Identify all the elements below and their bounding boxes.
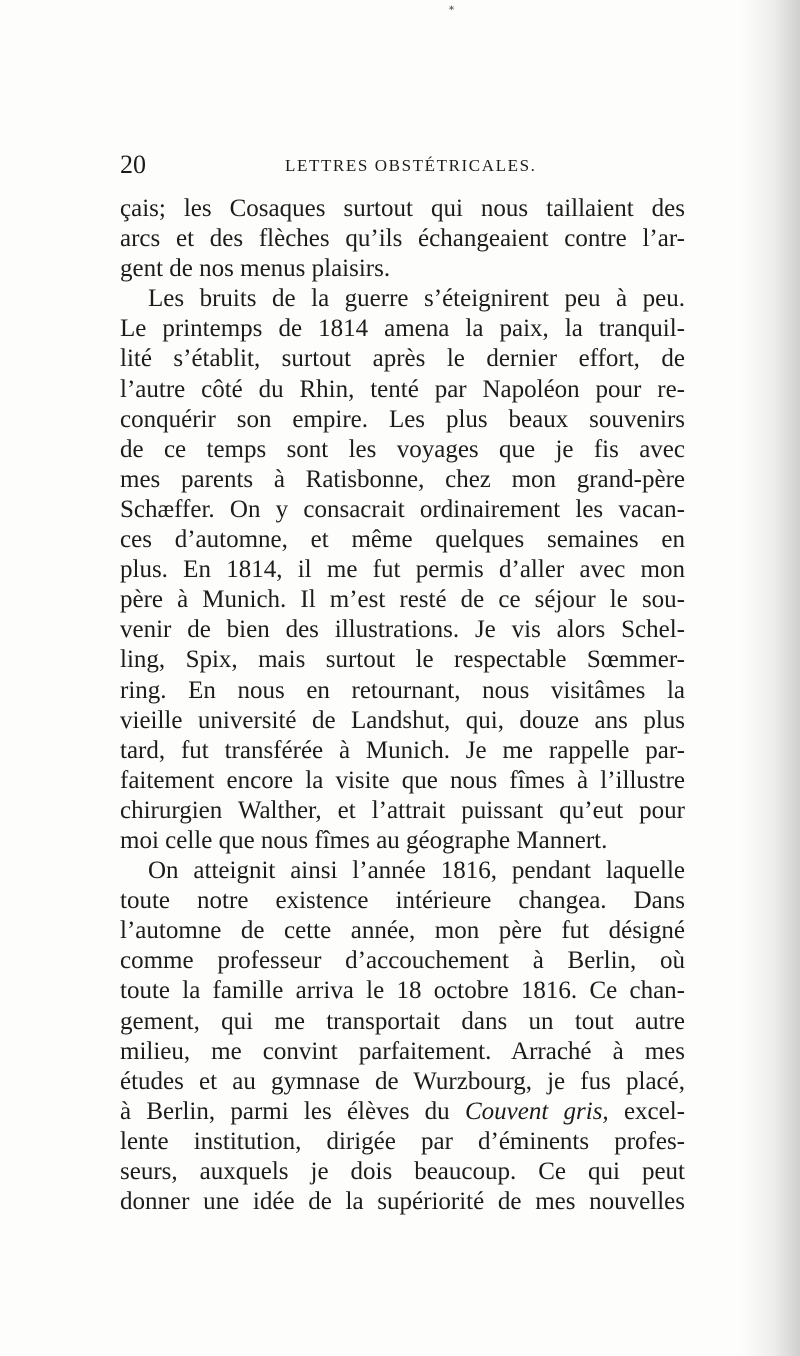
text-line: seurs, auxquels je dois beaucoup. Ce qui peut (120, 1158, 685, 1185)
text-line: vieille université de Landshut, qui, douze ans plus (120, 706, 685, 734)
text-line: l’autre côté du Rhin, tenté par Napoléon pour re- (120, 375, 685, 403)
text-line-with-italic (120, 1097, 685, 1127)
body-text (120, 194, 685, 1217)
text-line: toute notre existence intérieure changea. Dans (120, 887, 685, 915)
text-line: l’automne de cette année, mon père fut désigné (120, 917, 685, 945)
text-line: de ce temps sont les voyages que je fis avec (120, 435, 685, 463)
text-line: tard, fut transférée à Munich. Je me rappelle par- (120, 736, 685, 764)
text-line: donner une idée de la supériorité de mes nouvelles (120, 1188, 685, 1216)
running-head (120, 150, 680, 180)
text-line: toute la famille arriva le 18 octobre 1816. Ce chan- (120, 977, 685, 1005)
text-line: Schæffer. On y consacrait ordinairement les vacan- (120, 495, 685, 523)
page-mark: * (449, 5, 454, 16)
text-line: mes parents à Ratisbonne, chez mon grand-père (120, 465, 685, 493)
text-line: Les bruits de la guerre s’éteignirent peu à peu. (148, 285, 685, 313)
text-line: gent de nos menus plaisirs. (120, 255, 391, 283)
text-segment: à Berlin, parmi les élèves du (120, 1097, 465, 1125)
text-line: lité s’établit, surtout après le dernier effort, de (120, 345, 685, 373)
text-line: arcs et des flèches qu’ils échangeaient contre l’ar- (120, 225, 685, 253)
running-title: LETTRES OBSTÉTRICALES. (285, 156, 537, 175)
text-line: ces d’automne, et même quelques semaines en (120, 526, 685, 554)
text-line: père à Munich. Il m’est resté de ce séjour le sou- (120, 586, 685, 614)
page-number: 20 (120, 150, 146, 179)
text-line: milieu, me convint parfaitement. Arraché à mes (120, 1037, 685, 1065)
text-line: conquérir son empire. Les plus beaux souvenirs (120, 405, 685, 433)
text-line: moi celle que nous fîmes au géographe Mannert. (120, 826, 608, 854)
text-line: études et au gymnase de Wurzbourg, je fus placé, (120, 1067, 685, 1095)
text-line: lente institution, dirigée par d’éminents profes- (120, 1127, 685, 1155)
text-line: çais; les Cosaques surtout qui nous taillaient des (120, 195, 685, 222)
page-edge-shadow (740, 0, 800, 1356)
text-line: gement, qui me transportait dans un tout autre (120, 1007, 685, 1035)
text-line: On atteignit ainsi l’année 1816, pendant laquelle (148, 857, 685, 885)
text-segment: excel- (608, 1097, 686, 1125)
text-line: Le printemps de 1814 amena la paix, la tranquil- (120, 315, 685, 343)
text-line: chirurgien Walther, et l’attrait puissant qu’eut pour (120, 796, 685, 824)
italic-title: Couvent gris, (464, 1097, 609, 1125)
text-line: comme professeur d’accouchement à Berlin, où (120, 947, 685, 975)
text-line: plus. En 1814, il me fut permis d’aller avec mon (120, 556, 685, 584)
text-line: venir de bien des illustrations. Je vis alors Schel- (120, 616, 685, 644)
text-line: ring. En nous en retournant, nous visitâmes la (120, 676, 685, 704)
text-line: ling, Spix, mais surtout le respectable Sœmmer- (120, 646, 685, 674)
text-line: faitement encore la visite que nous fîmes à l’illustre (120, 766, 685, 794)
